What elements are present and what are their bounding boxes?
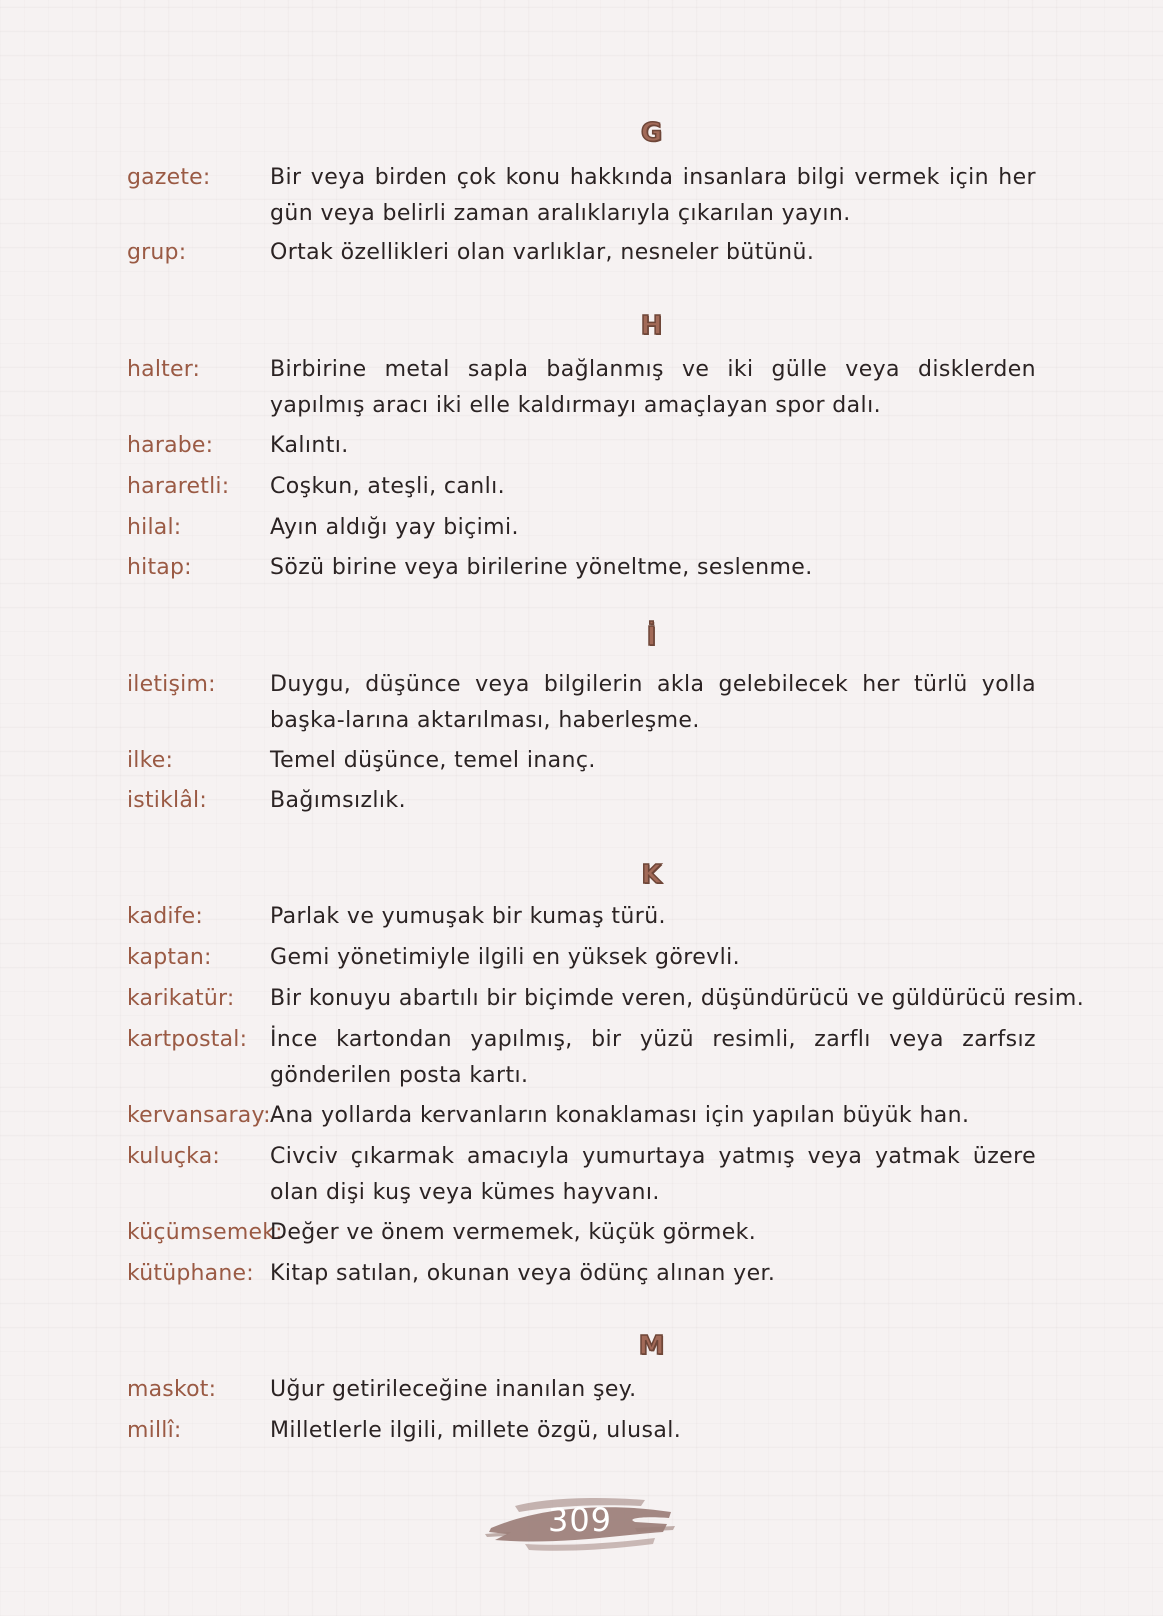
definition-hararetli: Coşkun, ateşli, canlı.: [270, 474, 506, 499]
page-number: 309: [547, 1501, 613, 1539]
term-grup: grup:: [127, 240, 187, 265]
term-halter: halter:: [127, 357, 201, 382]
definition-grup: Ortak özellikleri olan varlıklar, nesneler bütünü.: [270, 240, 815, 265]
term-ilke: ilke:: [127, 748, 174, 773]
section-letter-k: K: [641, 860, 662, 890]
term-kervansaray: kervansaray:: [127, 1103, 271, 1128]
section-letter-m: M: [638, 1331, 665, 1361]
section-letter-g: G: [640, 118, 663, 148]
term-maskot: maskot:: [127, 1377, 217, 1402]
definition-iletisim: Duygu, düşünce veya bilgilerin akla gelebilecek her türlü yolla başka-larına aktarılması, haberleşme.: [270, 672, 1036, 733]
term-istiklal: istiklâl:: [127, 788, 207, 813]
definition-kucumsemek: Değer ve önem vermemek, küçük görmek.: [270, 1220, 757, 1245]
definition-kulucka: Civciv çıkarmak amacıyla yumurtaya yatmış veya yatmak üzere olan dişi kuş veya kümes hayvanı.: [270, 1144, 1036, 1205]
definition-karikatur: Bir konuyu abartılı bir biçimde veren, düşündürücü ve güldürücü resim.: [270, 986, 1085, 1011]
definition-hilal: Ayın aldığı yay biçimi.: [270, 515, 519, 540]
definition-kartpostal: İnce kartondan yapılmış, bir yüzü resimli, zarflı veya zarfsız gönderilen posta kartı.: [270, 1027, 1036, 1088]
term-iletisim: iletişim:: [127, 672, 216, 697]
term-hararetli: hararetli:: [127, 474, 230, 499]
definition-hitap: Sözü birine veya birilerine yöneltme, seslenme.: [270, 555, 813, 580]
term-kartpostal: kartpostal:: [127, 1027, 248, 1052]
definition-ilke: Temel düşünce, temel inanç.: [270, 748, 596, 773]
definition-kaptan: Gemi yönetimiyle ilgili en yüksek görevli.: [270, 945, 741, 970]
definition-milli: Milletlerle ilgili, millete özgü, ulusal.: [270, 1418, 682, 1443]
term-kulucka: kuluçka:: [127, 1144, 221, 1169]
page-number-badge: [485, 1488, 675, 1558]
term-karikatur: karikatür:: [127, 986, 235, 1011]
term-kaptan: kaptan:: [127, 945, 212, 970]
definition-maskot: Uğur getirileceğine inanılan şey.: [270, 1377, 637, 1402]
term-milli: millî:: [127, 1418, 182, 1443]
term-hilal: hilal:: [127, 515, 182, 540]
definition-istiklal: Bağımsızlık.: [270, 788, 406, 813]
term-kutuphane: kütüphane:: [127, 1261, 254, 1286]
definition-harabe: Kalıntı.: [270, 433, 349, 458]
section-letter-h: H: [640, 311, 663, 341]
term-kadife: kadife:: [127, 904, 204, 929]
definition-kutuphane: Kitap satılan, okunan veya ödünç alınan yer.: [270, 1261, 776, 1286]
definition-kervansaray: Ana yollarda kervanların konaklaması için yapılan büyük han.: [270, 1103, 970, 1128]
definition-kadife: Parlak ve yumuşak bir kumaş türü.: [270, 904, 666, 929]
term-gazete: gazete:: [127, 165, 211, 190]
term-kucumsemek: küçümsemek:: [127, 1220, 283, 1245]
definition-halter: Birbirine metal sapla bağlanmış ve iki gülle veya disklerden yapılmış aracı iki elle kaldırmayı amaçlayan spor dalı.: [270, 357, 1036, 418]
definition-gazete: Bir veya birden çok konu hakkında insanlara bilgi vermek için her gün veya belirli zaman aralıklarıyla çıkarılan yayın.: [270, 165, 1036, 226]
term-harabe: harabe:: [127, 433, 214, 458]
section-letter-i: İ: [646, 622, 657, 652]
term-hitap: hitap:: [127, 555, 192, 580]
